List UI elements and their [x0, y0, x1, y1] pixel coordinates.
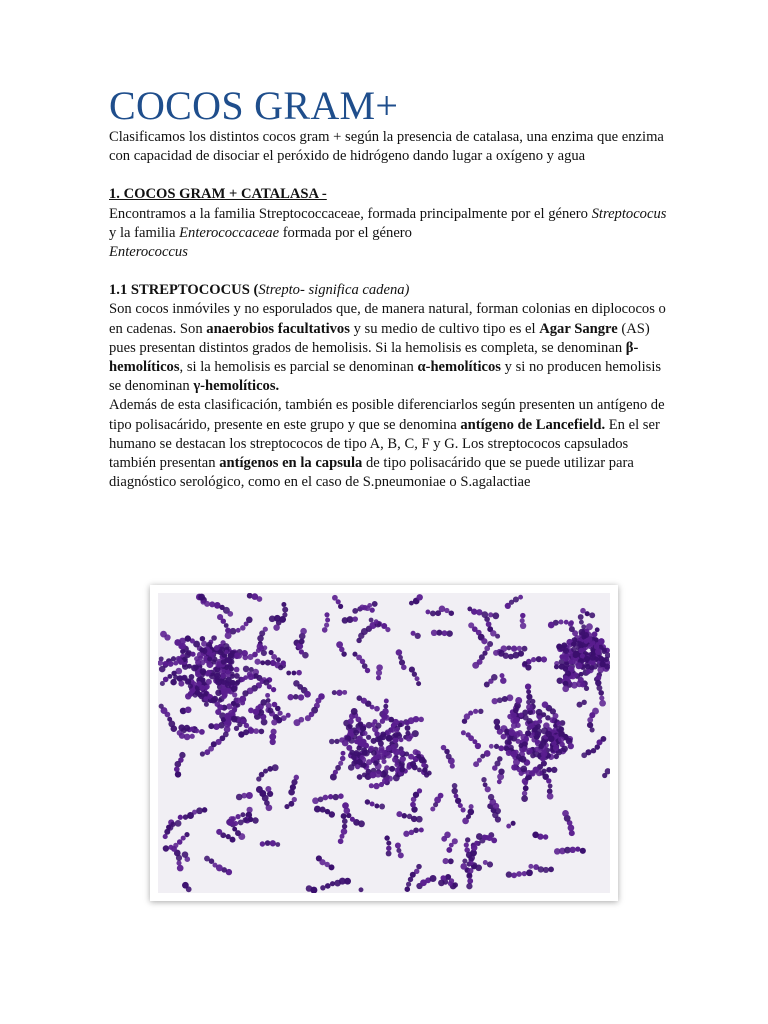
bold-term: α-hemolíticos — [417, 359, 501, 376]
bold-term: antígenos en la capsula — [219, 455, 363, 472]
bold-term: Agar Sangre — [539, 320, 618, 337]
intro-paragraph: Clasificamos los distintos cocos gram + según la presencia de catalasa, una enzima que enzima con capacidad de disociar el peróxido de hidrógeno dando lugar a oxígeno y agua — [109, 129, 664, 165]
section-1-heading: 1. COCOS GRAM + CATALASA - — [109, 186, 327, 203]
text-run: Son cocos inmóviles y no esporulados que, de manera natural, forman colonias en diplococos o en cadenas. Son — [109, 301, 666, 337]
text-run: y la familia — [109, 224, 180, 241]
page-title: COCOS GRAM+ — [109, 83, 399, 128]
text-run: En el ser humano se destacan los streptococos de tipo A, B, C, F y G. Los streptococos capsulados también presentan — [109, 416, 660, 472]
subsection-1-1-heading — [109, 281, 669, 300]
text-run: , si la hemolisis es parcial se denominan — [179, 359, 418, 376]
text-run: Además de esta clasificación, también es posible diferenciarlos según presenten un antígeno de tipo polisacárido, presente en este grupo y que se denomina — [109, 397, 665, 433]
text-run: Encontramos a la familia Streptococcaceae, formada principalmente por el género — [109, 205, 592, 222]
subsection-title-note: Strepto- significa cadena) — [258, 282, 410, 299]
spacer — [109, 262, 669, 281]
text-run: de tipo polisacárido que se puede utilizar para diagnóstico serológico, como en el caso de S.pneumoniae o S.agalactiae — [109, 455, 634, 491]
section-1-paragraph — [109, 205, 669, 263]
spacer — [109, 166, 669, 185]
text-run: y su medio de cultivo tipo es el — [349, 320, 540, 337]
bold-term: γ-hemolíticos. — [193, 378, 280, 395]
subsection-paragraph-2 — [109, 396, 669, 492]
bold-term: antígeno de Lancefield. — [460, 416, 606, 433]
text-run: y si no producen hemolisis se denominan — [109, 359, 662, 395]
document-page — [109, 84, 669, 492]
subsection-paragraph-1 — [109, 300, 669, 396]
micrograph-figure — [150, 585, 618, 901]
text-run: (AS) pues presentan distintos grados de hemolisis. Si la hemolisis es completa, se denominan — [109, 320, 650, 356]
micrograph-image — [158, 593, 610, 893]
family-enterococcaceae: Enterococcaceae — [179, 224, 280, 241]
subsection-title-text: 1.1 STREPTOCOCUS — [109, 282, 250, 299]
genus-streptococus: Streptococus — [591, 205, 667, 222]
bold-term: β-hemolíticos — [109, 339, 639, 376]
text-run: ( — [249, 282, 259, 299]
text-run: formada por el género — [279, 224, 412, 241]
bold-term: anaerobios facultativos — [206, 320, 350, 337]
genus-enterococcus: Enterococcus — [109, 244, 188, 261]
